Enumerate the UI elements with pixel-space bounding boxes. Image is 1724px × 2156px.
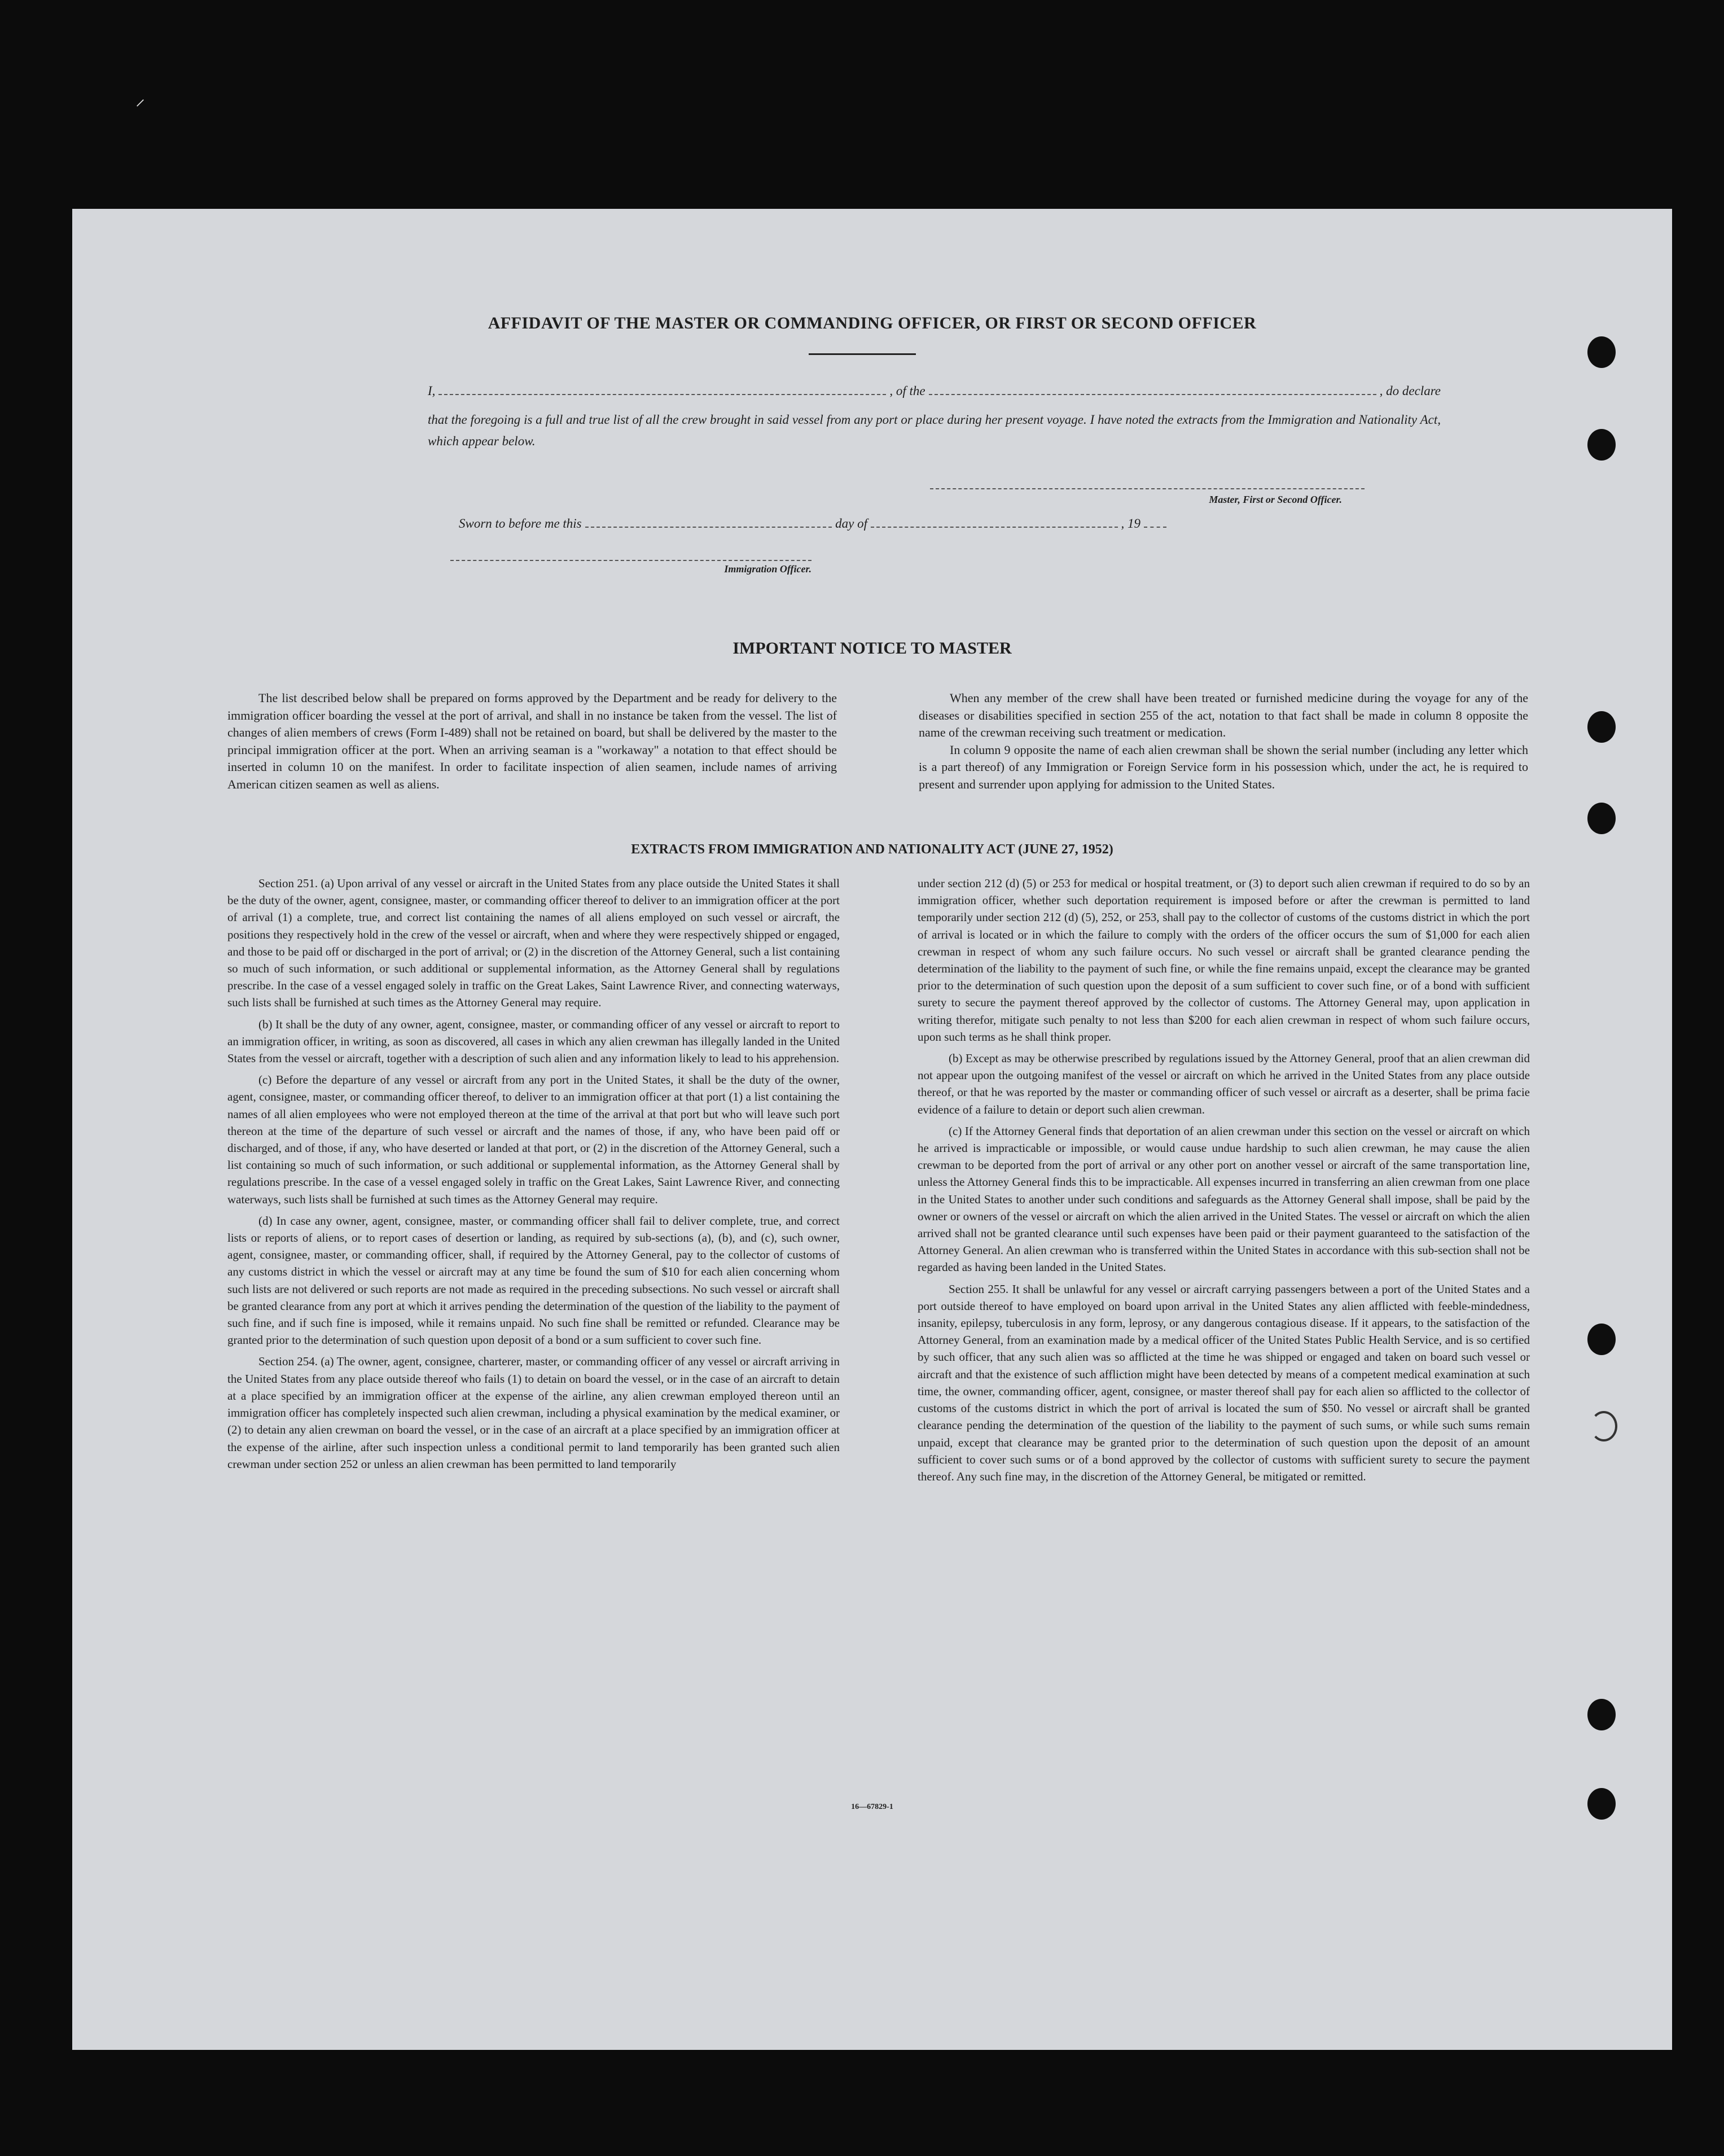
act-paragraph: (b) Except as may be otherwise prescribed by regulations issued by the Attorney General, proof that an alien crewman did not appear upon the outgoing manifest of the vessel or aircraft on which he arrived in the United States from any place outside thereof, or that he was reported by the master or commanding officer of such vessel or aircraft as a deserter, shall be prima facie evidence of a failure to detain or deport such alien crewman. [918,1051,1530,1116]
extracts-right-column [918,875,1530,1489]
act-paragraph: (c) If the Attorney General finds that deportation of an alien crewman under this section on the vessel or aircraft on which he arrived is impracticable or impossible, or would cause undue hardship to such alien crewman, he may cause the alien crewman to be deported from the port of arrival or any other port on another vessel or aircraft of the same transportation line, unless the Attorney General finds this to be impracticable. All expenses incurred in transferring an alien crewman from one place in the United States to another under such conditions and safeguards as the Attorney General shall impose, shall be paid by the owner or owners of the vessel or aircraft on which the alien arrived in the United States. The vessel or aircraft on which the alien arrived shall not be granted clearance until such expenses have been paid or their payment guaranteed to the satisfaction of the Attorney General. An alien crewman who is transferred within the United States in accordance with this sub-section shall not be regarded as having been landed in the United States. [918,1124,1530,1274]
act-paragraph: Section 255. It shall be unlawful for any vessel or aircraft carrying passengers between a port of the United States and a port outside thereof to have employed on board upon arrival in the United States any alien afflicted with feeble-mindedness, insanity, epilepsy, tuberculosis in any form, leprosy, or any dangerous contagious disease. If it appears, to the satisfaction of the Attorney General, from an examination made by a medical officer of the United States Public Health Service, and is so certified by such officer, that any such alien was so afflicted at the time he was shipped or engaged and taken on board such vessel or aircraft and that the existence of such affliction might have been detected by means of a competent medical examination at such time, the owner, commanding officer, agent, consignee, or master thereof shall pay for each alien so afflicted to the collector of customs of the customs district in which the port of arrival is located the sum of $50. No vessel or aircraft shall be granted clearance pending the determination of the question of the liability to the payment of such sums, or while such sums remain unpaid, except that clearance may be granted prior to the determination of such question upon the deposit of an amount sufficient to cover such sums or of a bond approved by the collector of customs with sufficient surety to secure the payment thereof. Any such fine may, in the discretion of the Attorney General, be mitigated or remitted. [918,1282,1530,1483]
punch-hole [1587,429,1616,461]
sworn-month-field[interactable] [871,526,1118,528]
declaration-start: I, [428,384,436,398]
act-paragraph: (c) Before the departure of any vessel or aircraft from any port in the United States, it shall be the duty of the owner, agent, consignee, master, or commanding officer thereof, to deliver to an immigration officer at that port (1) a list containing the names of all alien employees who were not employed thereon at the time of the arrival at that port but who will leave such port thereon at the time of the departure of such vessel or aircraft and the names of those, if any, who have been paid off or discharged, and of those, if any, who have deserted or landed at that port, or (2) in the discretion of the Attorney General, such a list containing so much of such information, or such additional or supplemental information, as the Attorney General shall by regulations prescribe. In the case of a vessel engaged solely in traffic on the Great Lakes, Saint Lawrence River, and connecting waterways, such lists shall be furnished at such times as the Attorney General may require. [227,1073,840,1206]
declaration-statement: that the foregoing is a full and true list of all the crew brought in said vessel from any port or place during her present voyage. I have noted the extracts from the Immigration and Nationality Act, which appear below. [428,413,1441,448]
declaration-end: , do declare [1379,384,1441,398]
year-prefix: , 19 [1121,516,1140,531]
officer-signature-label: Immigration Officer. [724,563,811,575]
form-number: 16—67829-1 [851,1803,893,1811]
act-paragraph: Section 251. (a) Upon arrival of any vessel or aircraft in the United States from any place outside the United States it shall be the duty of the owner, agent, consignee, master, or commanding officer thereof to deliver to an immigration officer at the port of arrival (1) a complete, true, and correct list containing the names of all aliens employed on such vessel or aircraft, the positions they respectively hold in the crew of the vessel or aircraft, when and where they were respectively shipped or engaged, and those to be paid off or discharged in the port of arrival; or (2) in the discretion of the Attorney General, such a list containing so much of such information, or such additional or supplemental information, as the Attorney General shall by regulations prescribe. In the case of a vessel engaged solely in traffic on the Great Lakes, Saint Lawrence River, and connecting waterways, such lists shall be furnished at such times as the Attorney General may require. [227,877,840,1010]
act-paragraph: (b) It shall be the duty of any owner, agent, consignee, master, or commanding officer of any vessel or aircraft to report to an immigration officer, in writing, as soon as discovered, all cases in which any alien crewman has illegally landed in the United States from the vessel or aircraft, together with a description of such alien and any information likely to lead to his apprehension. [227,1017,840,1066]
notice-paragraph: The list described below shall be prepared on forms approved by the Department and be ready for delivery to the immigration officer boarding the vessel at the port of arrival, and shall in no instance be taken from the vessel. The list of changes of alien members of crews (Form I-489) shall not be retained on board, but shall be delivered by the master to the principal immigration officer at the port. When an arriving seaman is a "workaway" a notation to that effect should be inserted in column 10 on the manifest. In order to facilitate inspection of alien seamen, include names of arriving American citizen seamen as well as aliens. [227,691,837,791]
affidavit-title: AFFIDAVIT OF THE MASTER OR COMMANDING OFFICER, OR FIRST OR SECOND OFFICER [488,314,1257,332]
notice-left-column [227,690,837,793]
notice-paragraph: In column 9 opposite the name of each alien crewman shall be shown the serial number (including any letter which is a part thereof) of any Immigration or Foreign Service form in his possession which, under the act, he is required to present and surrender upon applying for admission to the United States. [919,742,1528,791]
name-field[interactable] [438,393,886,395]
day-of-label: day of [835,516,867,531]
punch-hole [1587,1324,1616,1355]
sworn-year-field[interactable] [1144,526,1166,528]
punch-hole [1587,336,1616,368]
notice-title: IMPORTANT NOTICE TO MASTER [732,639,1012,658]
master-signature-label: Master, First or Second Officer. [1209,494,1342,505]
punch-hole-ring [1590,1411,1617,1441]
punch-hole [1587,711,1616,743]
officer-signature-line[interactable] [450,560,811,561]
extracts-left-column [227,875,840,1477]
title-rule [809,353,916,355]
punch-hole [1587,803,1616,834]
act-paragraph: (d) In case any owner, agent, consignee, master, or commanding officer shall fail to deliver complete, true, and correct lists or reports of aliens, or to report cases of desertion or landing, as required by sub-sections (a), (b), and (c), such owner, agent, consignee, master, or commanding officer, shall, if required by the Attorney General, pay to the collector of customs of any customs district in which the vessel or aircraft may at any time be found the sum of $10 for each alien concerning whom such lists are not delivered or such reports are not made as required in the preceding subsections. No such vessel or aircraft shall be granted clearance from any port at which it arrives pending the determination of the question of the liability to the payment of such fine, and if such fine is imposed, while it remains unpaid. No such fine shall be remitted or refunded. Clearance may be granted prior to the determination of such question upon deposit of a bond or a sum sufficient to cover such fine. [227,1213,840,1347]
act-paragraph: Section 254. (a) The owner, agent, consignee, charterer, master, or commanding officer of any vessel or aircraft arriving in the United States from any place outside thereof who fails (1) to detain on board the vessel, or in the case of an aircraft to detain at a place specified by an immigration officer at the expense of the airline, any alien crewman employed thereon until an immigration officer has completely inspected such alien crewman, including a physical examination by the medical examiner, or (2) to detain any alien crewman on board the vessel, or in the case of an aircraft at a place specified by an immigration officer at the expense of the airline, after such inspection unless a conditional permit to land temporarily has been granted such alien crewman under section 252 or unless an alien crewman has been permitted to land temporarily [227,1355,840,1471]
punch-hole [1587,1699,1616,1730]
sworn-line [459,516,1170,531]
declaration-of: , of the [889,384,925,398]
extracts-title: EXTRACTS FROM IMMIGRATION AND NATIONALITY ACT (JUNE 27, 1952) [631,842,1113,857]
sworn-day-field[interactable] [585,526,832,528]
notice-paragraph: When any member of the crew shall have been treated or furnished medicine during the voyage for any of the diseases or disabilities specified in section 255 of the act, notation to that fact shall be made in column 8 opposite the name of the crewman receiving such treatment or medication. [919,691,1528,739]
master-signature-line[interactable] [930,488,1365,489]
notice-right-column [919,690,1528,793]
vessel-field[interactable] [929,393,1376,395]
scan-speck: ⸝ [135,89,145,109]
act-paragraph: under section 212 (d) (5) or 253 for medical or hospital treatment, or (3) to deport such alien crewman if required to do so by an immigration officer, whether such deportation requirement is imposed before or after the crewman is permitted to land temporarily under section 212 (d) (5), 252, or 253, shall pay to the collector of customs of the customs district in which the port of arrival is located or in which the failure to comply with the orders of the officer occurs the sum of $1,000 for each alien crewman in respect of whom any such failure occurs. No such vessel or aircraft shall be granted clearance pending the determination of the liability to the payment of such fine, or while the fine remains unpaid, except the clearance may be granted prior to the determination of such question upon the deposit of a sum sufficient to cover such fine, or of a bond with sufficient surety to secure the payment thereof approved by the collector of customs. The Attorney General may, upon application in writing therefor, mitigate such penalty to not less than $200 for each alien crewman in respect of whom such failure occurs, upon such terms as he shall think proper. [918,877,1530,1044]
sworn-before-label: Sworn to before me this [459,516,582,531]
declaration-line [428,384,1441,398]
document-page [72,209,1672,2050]
